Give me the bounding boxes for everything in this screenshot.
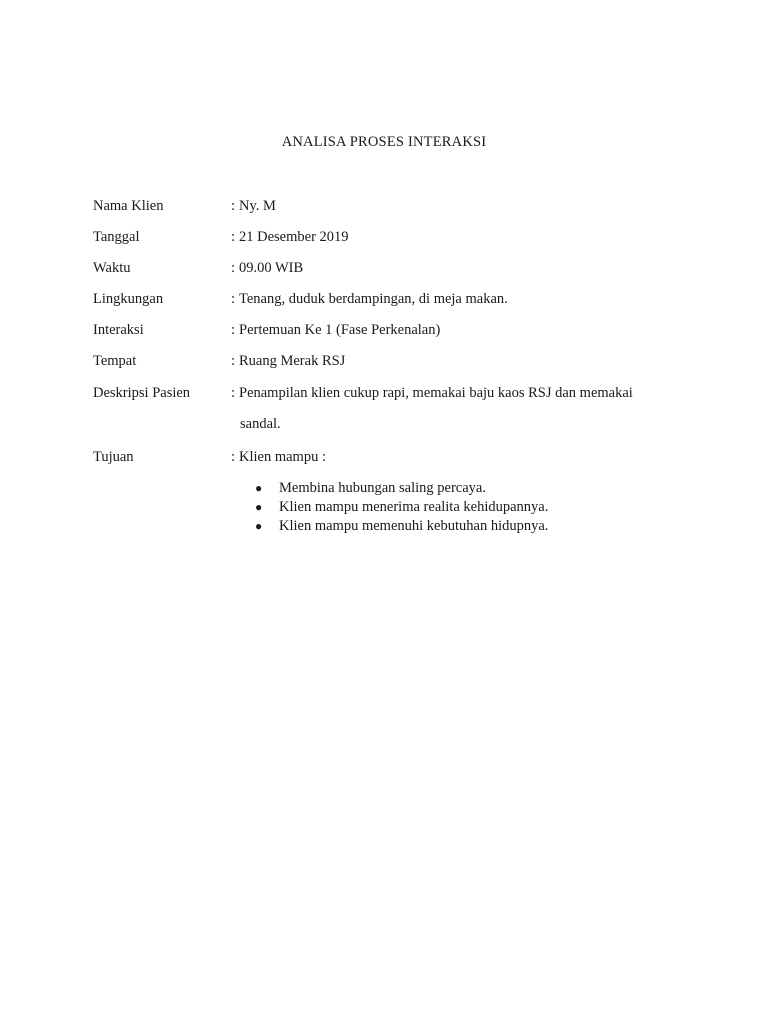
document-title: ANALISA PROSES INTERAKSI — [281, 134, 487, 150]
field-deskripsi-pasien — [93, 383, 693, 403]
field-value: 09.00 WIB — [239, 260, 304, 276]
field-value: Penampilan klien cukup rapi, memakai baju kaos RSJ dan memakai — [239, 385, 633, 401]
bullet-icon: ● — [255, 481, 263, 495]
field-lingkungan — [93, 289, 693, 309]
field-tujuan — [93, 447, 693, 467]
field-label: Interaksi — [93, 322, 144, 338]
field-waktu — [93, 258, 693, 278]
bullet-icon: ● — [255, 500, 263, 514]
field-label: Tanggal — [93, 229, 140, 245]
field-label: Tempat — [93, 353, 137, 369]
goal-list — [255, 479, 548, 536]
field-tempat — [93, 351, 693, 371]
field-value: Pertemuan Ke 1 (Fase Perkenalan) — [239, 322, 441, 338]
list-item — [255, 517, 548, 536]
field-value-continuation: sandal. — [240, 416, 281, 432]
field-colon: : — [231, 291, 236, 307]
field-label: Waktu — [93, 260, 131, 276]
field-value: Tenang, duduk berdampingan, di meja makan. — [239, 291, 508, 307]
bullet-icon: ● — [255, 519, 263, 533]
field-label: Nama Klien — [93, 198, 164, 214]
field-label: Deskripsi Pasien — [93, 385, 191, 401]
field-nama-klien — [93, 196, 693, 216]
field-colon: : — [231, 449, 236, 465]
field-value: Klien mampu : — [239, 449, 326, 465]
field-interaksi — [93, 320, 693, 340]
field-label: Tujuan — [93, 449, 134, 465]
field-colon: : — [231, 385, 236, 401]
field-colon: : — [231, 198, 236, 214]
field-colon: : — [231, 322, 236, 338]
field-value: Ny. M — [239, 198, 276, 214]
field-label: Lingkungan — [93, 291, 164, 307]
field-colon: : — [231, 229, 236, 245]
field-tanggal — [93, 227, 693, 247]
goal-text: Membina hubungan saling percaya. — [279, 480, 486, 496]
list-item — [255, 479, 548, 498]
goal-text: Klien mampu memenuhi kebutuhan hidupnya. — [279, 518, 549, 534]
field-colon: : — [231, 353, 236, 369]
field-value: 21 Desember 2019 — [239, 229, 349, 245]
list-item — [255, 498, 548, 517]
field-colon: : — [231, 260, 236, 276]
field-value: Ruang Merak RSJ — [239, 353, 346, 369]
goal-text: Klien mampu menerima realita kehidupannya. — [279, 499, 549, 515]
